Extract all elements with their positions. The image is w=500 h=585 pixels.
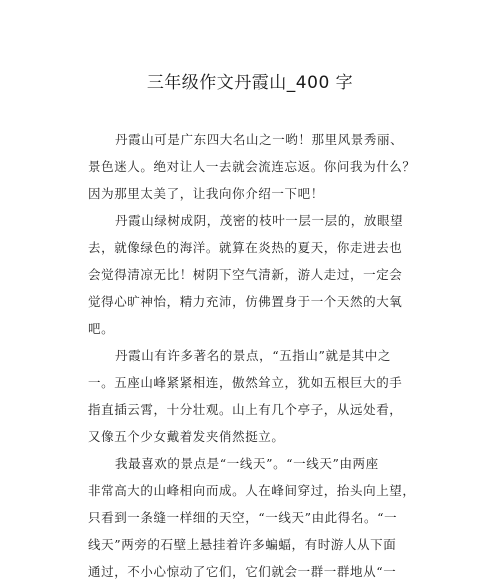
text-line: 只看到一条缝一样细的天空，“一线天”由此得名。“一 [88, 510, 398, 525]
text-line: 丹霞山绿树成阴，茂密的枝叶一层一层的，放眼望 [115, 213, 404, 228]
text-line: 吧。 [88, 321, 115, 336]
text-line: 觉得心旷神怡，精力充沛，仿佛置身于一个天然的大氧 [88, 294, 403, 309]
text-line: 丹霞山可是广东四大名山之一哟！那里风景秀丽、 [115, 132, 404, 147]
text-line: 又像五个少女戴着发夹俏然挺立。 [88, 429, 285, 444]
text-line: 通过，不小心惊动了它们，它们就会一群一群地从“一 [88, 564, 397, 579]
text-line: 会觉得清凉无比！树阴下空气清新，游人走过，一定会 [88, 267, 403, 282]
text-line: 我最喜欢的景点是“一线天”。“一线天”由两座 [115, 456, 379, 471]
text-line: 因为那里太美了，让我向你介绍一下吧！ [88, 186, 324, 201]
document-title: 三年级作文丹霞山_400 字 [146, 73, 354, 93]
text-line: 线天”两旁的石壁上悬挂着许多蝙蝠，有时游人从下面 [88, 537, 397, 552]
text-line: 去，就像绿色的海洋。就算在炎热的夏天，你走进去也 [88, 240, 403, 255]
text-line: 丹霞山有许多著名的景点，“五指山”就是其中之 [115, 348, 391, 363]
text-line: 一。五座山峰紧紧相连，傲然耸立，犹如五根巨大的手 [88, 375, 403, 390]
document-body [88, 126, 418, 585]
text-line: 指直插云霄，十分壮观。山上有几个亭子，从远处看， [88, 402, 403, 417]
text-line: 非常高大的山峰相向而成。人在峰间穿过，抬头向上望， [88, 483, 416, 498]
text-line: 景色迷人。绝对让人一去就会流连忘返。你问我为什么？ [88, 159, 416, 174]
